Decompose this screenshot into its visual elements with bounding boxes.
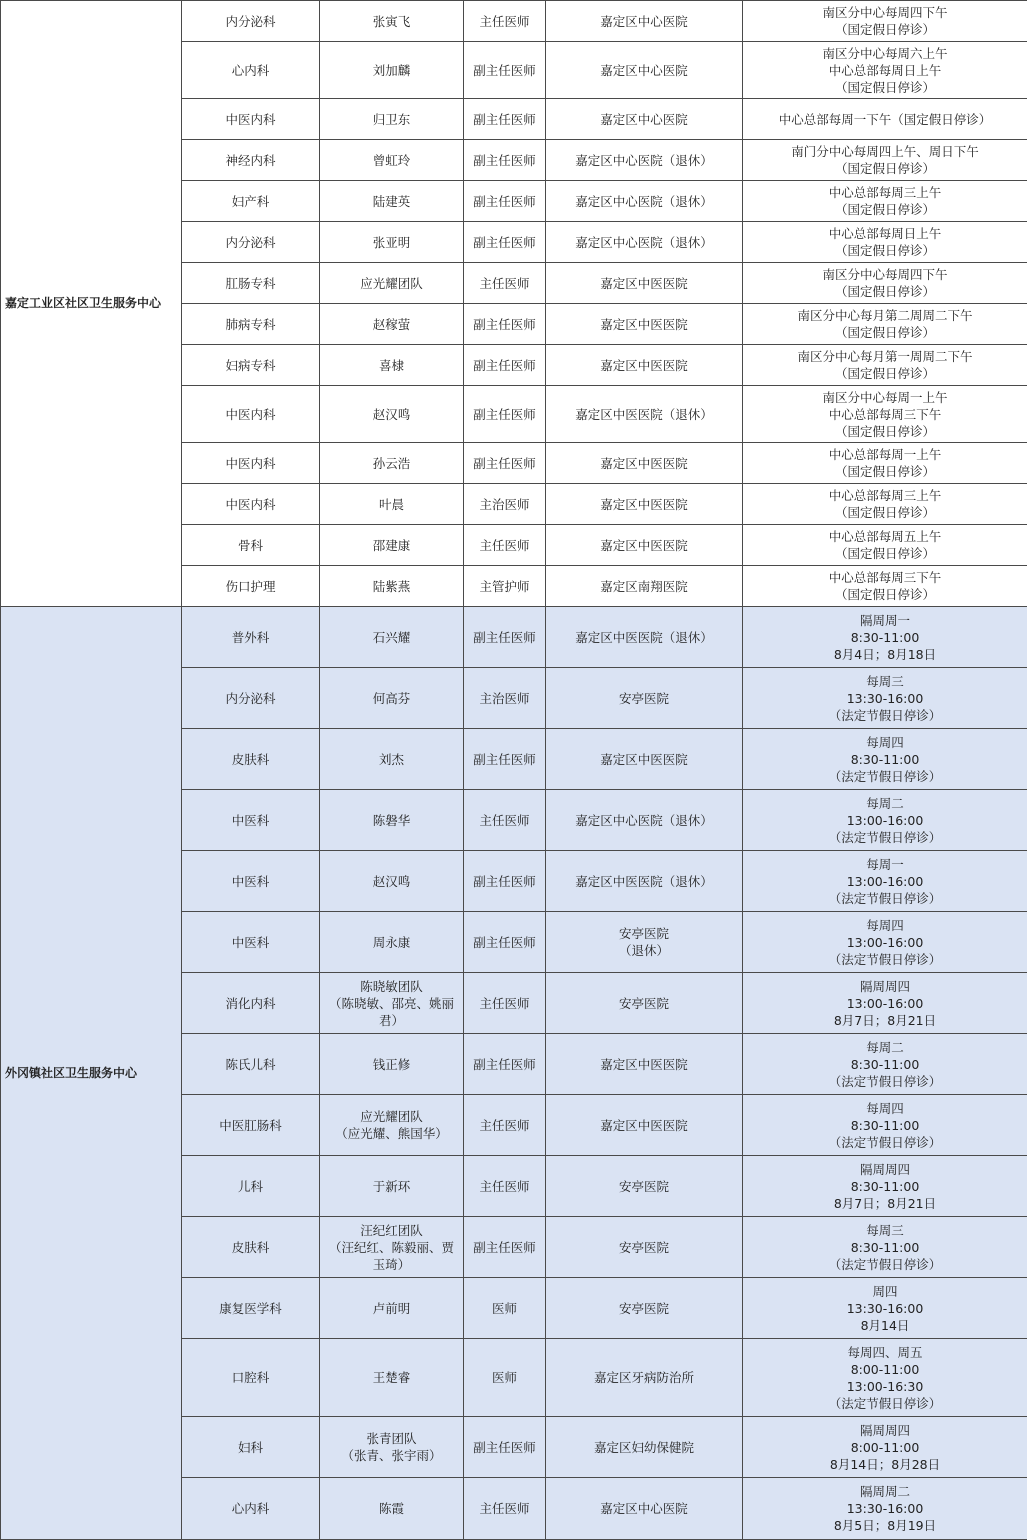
schedule-cell: 南门分中心每周四上午、周日下午 （国定假日停诊） [743, 140, 1027, 181]
department-cell: 中医内科 [182, 386, 320, 443]
schedule-cell: 隔周周四 13:00-16:00 8月7日；8月21日 [743, 973, 1027, 1034]
schedule-cell: 中心总部每周三上午 （国定假日停诊） [743, 181, 1027, 222]
schedule-cell: 每周四 13:00-16:00 （法定节假日停诊） [743, 912, 1027, 973]
doctor-cell: 陆建英 [320, 181, 464, 222]
doctor-cell: 张寅飞 [320, 1, 464, 42]
doctor-cell: 应光耀团队 （应光耀、熊国华） [320, 1095, 464, 1156]
title-cell: 副主任医师 [464, 222, 546, 263]
doctor-cell: 叶晨 [320, 484, 464, 525]
title-cell: 副主任医师 [464, 181, 546, 222]
doctor-cell: 刘杰 [320, 729, 464, 790]
hospital-cell: 安亭医院 [546, 1217, 743, 1278]
department-cell: 伤口护理 [182, 566, 320, 607]
department-cell: 儿科 [182, 1156, 320, 1217]
schedule-cell: 南区分中心每周六上午 中心总部每周日上午 （国定假日停诊） [743, 42, 1027, 99]
title-cell: 副主任医师 [464, 304, 546, 345]
title-cell: 主任医师 [464, 1478, 546, 1540]
title-cell: 医师 [464, 1278, 546, 1339]
schedule-cell: 中心总部每周一上午 （国定假日停诊） [743, 443, 1027, 484]
hospital-cell: 嘉定区中心医院 [546, 1, 743, 42]
title-cell: 副主任医师 [464, 1034, 546, 1095]
title-cell: 主任医师 [464, 263, 546, 304]
department-cell: 普外科 [182, 607, 320, 668]
table-row [1, 607, 1027, 668]
doctor-cell: 归卫东 [320, 99, 464, 140]
hospital-cell: 嘉定区中医医院 [546, 304, 743, 345]
doctor-cell: 何高芬 [320, 668, 464, 729]
center-name-cell: 嘉定工业区社区卫生服务中心 [1, 1, 182, 607]
schedule-cell: 中心总部每周日上午 （国定假日停诊） [743, 222, 1027, 263]
department-cell: 中医科 [182, 790, 320, 851]
hospital-cell: 嘉定区中心医院（退休） [546, 222, 743, 263]
department-cell: 神经内科 [182, 140, 320, 181]
title-cell: 副主任医师 [464, 851, 546, 912]
schedule-cell: 每周二 8:30-11:00 （法定节假日停诊） [743, 1034, 1027, 1095]
title-cell: 主任医师 [464, 525, 546, 566]
schedule-cell: 隔周周四 8:30-11:00 8月7日；8月21日 [743, 1156, 1027, 1217]
hospital-cell: 安亭医院 （退休） [546, 912, 743, 973]
doctor-cell: 赵汉鸣 [320, 386, 464, 443]
schedule-cell: 周四 13:30-16:00 8月14日 [743, 1278, 1027, 1339]
department-cell: 内分泌科 [182, 222, 320, 263]
hospital-cell: 嘉定区中医医院（退休） [546, 851, 743, 912]
department-cell: 中医内科 [182, 443, 320, 484]
hospital-cell: 安亭医院 [546, 1156, 743, 1217]
hospital-cell: 嘉定区中医医院 [546, 1034, 743, 1095]
schedule-cell: 隔周周一 8:30-11:00 8月4日；8月18日 [743, 607, 1027, 668]
hospital-cell: 嘉定区牙病防治所 [546, 1339, 743, 1417]
hospital-cell: 嘉定区中医医院（退休） [546, 607, 743, 668]
schedule-cell: 每周四 8:30-11:00 （法定节假日停诊） [743, 1095, 1027, 1156]
hospital-cell: 安亭医院 [546, 1278, 743, 1339]
department-cell: 肛肠专科 [182, 263, 320, 304]
doctor-cell: 于新环 [320, 1156, 464, 1217]
department-cell: 妇产科 [182, 181, 320, 222]
department-cell: 肺病专科 [182, 304, 320, 345]
doctor-cell: 邵建康 [320, 525, 464, 566]
title-cell: 副主任医师 [464, 912, 546, 973]
schedule-cell: 每周四 8:30-11:00 （法定节假日停诊） [743, 729, 1027, 790]
doctor-cell: 陈晓敏团队 （陈晓敏、邵亮、姚丽 君） [320, 973, 464, 1034]
doctor-cell: 卢前明 [320, 1278, 464, 1339]
department-cell: 消化内科 [182, 973, 320, 1034]
department-cell: 中医科 [182, 851, 320, 912]
department-cell: 心内科 [182, 42, 320, 99]
title-cell: 副主任医师 [464, 99, 546, 140]
schedule-cell: 隔周周二 13:30-16:00 8月5日；8月19日 [743, 1478, 1027, 1540]
hospital-cell: 嘉定区中医医院 [546, 1095, 743, 1156]
hospital-cell: 嘉定区中医医院 [546, 729, 743, 790]
schedule-cell: 南区分中心每周四下午 （国定假日停诊） [743, 263, 1027, 304]
doctor-cell: 陆紫燕 [320, 566, 464, 607]
schedule-cell: 每周三 8:30-11:00 （法定节假日停诊） [743, 1217, 1027, 1278]
hospital-cell: 嘉定区南翔医院 [546, 566, 743, 607]
schedule-cell: 中心总部每周五上午 （国定假日停诊） [743, 525, 1027, 566]
title-cell: 主治医师 [464, 484, 546, 525]
schedule-cell: 南区分中心每月第二周周二下午 （国定假日停诊） [743, 304, 1027, 345]
department-cell: 陈氏儿科 [182, 1034, 320, 1095]
title-cell: 副主任医师 [464, 140, 546, 181]
department-cell: 妇病专科 [182, 345, 320, 386]
title-cell: 主任医师 [464, 1095, 546, 1156]
title-cell: 副主任医师 [464, 607, 546, 668]
schedule-cell: 南区分中心每周一上午 中心总部每周三下午 （国定假日停诊） [743, 386, 1027, 443]
doctor-cell: 刘加麟 [320, 42, 464, 99]
doctor-cell: 张亚明 [320, 222, 464, 263]
schedule-cell: 中心总部每周三上午 （国定假日停诊） [743, 484, 1027, 525]
doctor-cell: 汪纪红团队 （汪纪红、陈毅丽、贾 玉琦） [320, 1217, 464, 1278]
title-cell: 副主任医师 [464, 1417, 546, 1478]
hospital-cell: 嘉定区中医医院 [546, 484, 743, 525]
department-cell: 皮肤科 [182, 1217, 320, 1278]
doctor-cell: 应光耀团队 [320, 263, 464, 304]
department-cell: 中医肛肠科 [182, 1095, 320, 1156]
department-cell: 中医内科 [182, 484, 320, 525]
title-cell: 副主任医师 [464, 443, 546, 484]
department-cell: 心内科 [182, 1478, 320, 1540]
title-cell: 副主任医师 [464, 345, 546, 386]
hospital-cell: 嘉定区中医医院 [546, 525, 743, 566]
hospital-cell: 嘉定区妇幼保健院 [546, 1417, 743, 1478]
hospital-cell: 嘉定区中医医院 [546, 345, 743, 386]
hospital-cell: 安亭医院 [546, 973, 743, 1034]
doctor-cell: 王楚睿 [320, 1339, 464, 1417]
doctor-cell: 孙云浩 [320, 443, 464, 484]
schedule-cell: 中心总部每周一下午（国定假日停诊） [743, 99, 1027, 140]
department-cell: 中医科 [182, 912, 320, 973]
doctor-cell: 周永康 [320, 912, 464, 973]
doctor-cell: 张青团队 （张青、张宇雨） [320, 1417, 464, 1478]
title-cell: 主治医师 [464, 668, 546, 729]
doctor-cell: 赵汉鸣 [320, 851, 464, 912]
department-cell: 内分泌科 [182, 1, 320, 42]
title-cell: 医师 [464, 1339, 546, 1417]
schedule-cell: 每周三 13:30-16:00 （法定节假日停诊） [743, 668, 1027, 729]
title-cell: 副主任医师 [464, 1217, 546, 1278]
hospital-cell: 嘉定区中医医院 [546, 443, 743, 484]
schedule-cell: 隔周周四 8:00-11:00 8月14日；8月28日 [743, 1417, 1027, 1478]
title-cell: 主任医师 [464, 1156, 546, 1217]
schedule-cell: 每周一 13:00-16:00 （法定节假日停诊） [743, 851, 1027, 912]
department-cell: 皮肤科 [182, 729, 320, 790]
hospital-cell: 嘉定区中医医院 [546, 263, 743, 304]
doctor-cell: 曾虹玲 [320, 140, 464, 181]
hospital-cell: 嘉定区中心医院 [546, 1478, 743, 1540]
department-cell: 内分泌科 [182, 668, 320, 729]
hospital-cell: 嘉定区中心医院 [546, 99, 743, 140]
schedule-cell: 南区分中心每周四下午 （国定假日停诊） [743, 1, 1027, 42]
schedule-cell: 南区分中心每月第一周周二下午 （国定假日停诊） [743, 345, 1027, 386]
department-cell: 康复医学科 [182, 1278, 320, 1339]
department-cell: 口腔科 [182, 1339, 320, 1417]
schedule-cell: 每周二 13:00-16:00 （法定节假日停诊） [743, 790, 1027, 851]
doctor-cell: 陈霞 [320, 1478, 464, 1540]
doctor-cell: 钱正修 [320, 1034, 464, 1095]
hospital-cell: 安亭医院 [546, 668, 743, 729]
department-cell: 中医内科 [182, 99, 320, 140]
table-row [1, 1, 1027, 42]
title-cell: 副主任医师 [464, 386, 546, 443]
doctor-cell: 喜棣 [320, 345, 464, 386]
title-cell: 主任医师 [464, 790, 546, 851]
hospital-cell: 嘉定区中心医院（退休） [546, 790, 743, 851]
center-name-cell: 外冈镇社区卫生服务中心 [1, 607, 182, 1540]
title-cell: 主任医师 [464, 973, 546, 1034]
schedule-cell: 每周四、周五 8:00-11:00 13:00-16:30 （法定节假日停诊） [743, 1339, 1027, 1417]
hospital-cell: 嘉定区中医医院（退休） [546, 386, 743, 443]
doctor-cell: 赵稼萤 [320, 304, 464, 345]
schedule-cell: 中心总部每周三下午 （国定假日停诊） [743, 566, 1027, 607]
hospital-cell: 嘉定区中心医院（退休） [546, 181, 743, 222]
title-cell: 主任医师 [464, 1, 546, 42]
hospital-cell: 嘉定区中心医院 [546, 42, 743, 99]
department-cell: 妇科 [182, 1417, 320, 1478]
doctor-cell: 石兴耀 [320, 607, 464, 668]
title-cell: 主管护师 [464, 566, 546, 607]
department-cell: 骨科 [182, 525, 320, 566]
title-cell: 副主任医师 [464, 42, 546, 99]
title-cell: 副主任医师 [464, 729, 546, 790]
hospital-cell: 嘉定区中心医院（退休） [546, 140, 743, 181]
doctor-cell: 陈磐华 [320, 790, 464, 851]
